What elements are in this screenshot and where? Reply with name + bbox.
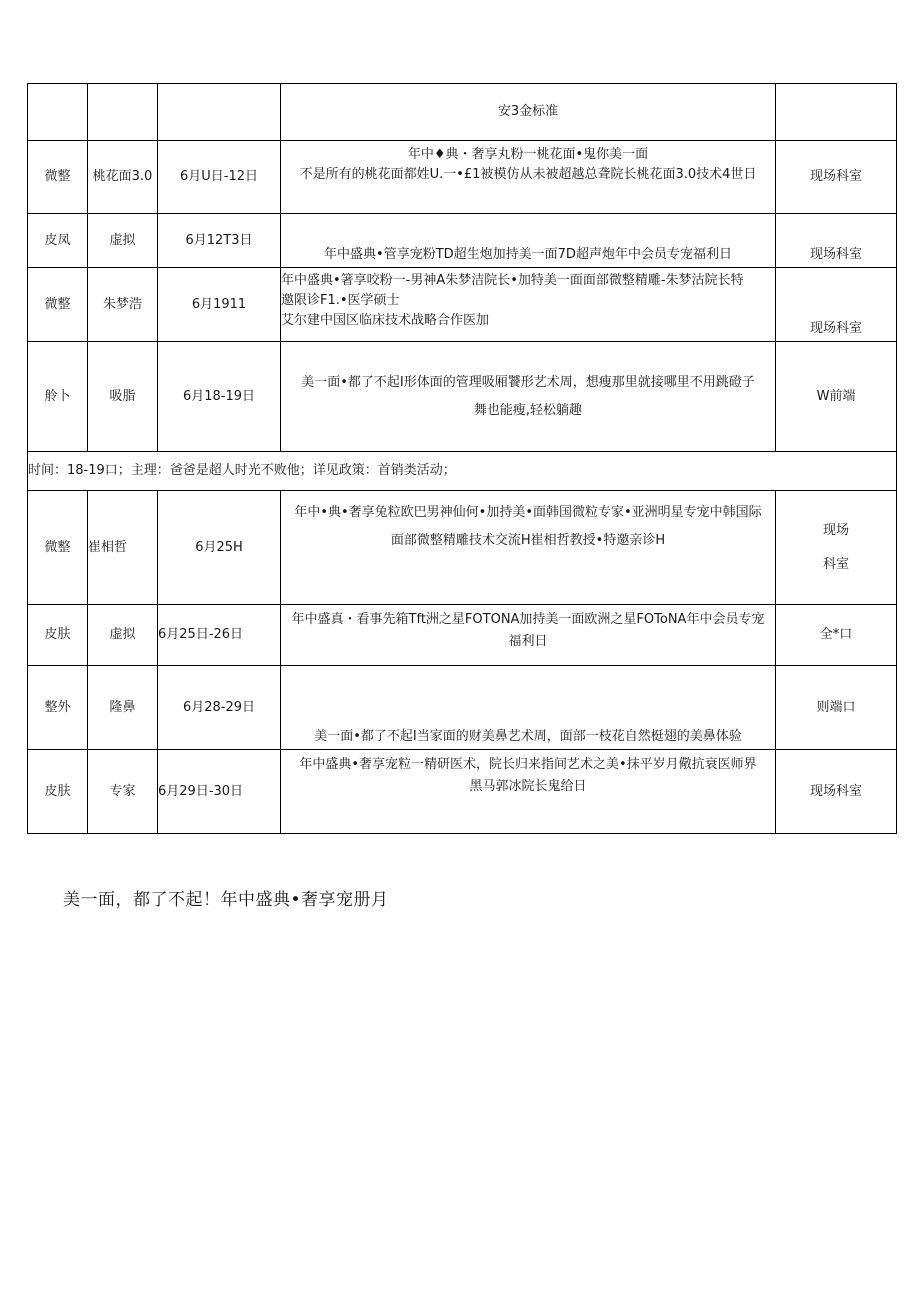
doctor-cell: 虚拟	[88, 214, 158, 268]
date-cell: 6月28-29日	[158, 666, 281, 750]
description-line: 年中♦典・奢享丸粉一桃花面•鬼你美一面	[407, 147, 649, 162]
department-cell	[776, 491, 897, 605]
description-line: 年中盛典•箸享咬粉一-男神A朱梦洁院长•加特美一面面部微整精雕-朱梦沽院长特	[281, 273, 744, 288]
category-cell: 微整	[28, 268, 88, 342]
header-cell-empty	[158, 84, 281, 141]
department-cell: W前端	[776, 342, 897, 452]
department-cell: 现场科室	[776, 214, 897, 268]
description-line: 年中盛真・看事先箱Tft洲之星FOTONA加持美一面欧洲之星FOToNA年中会员专宠	[291, 612, 765, 627]
department-cell: 现场科室	[776, 750, 897, 834]
description-cell	[281, 605, 776, 666]
description-line: 福利日	[508, 634, 548, 649]
doctor-cell: 专家	[88, 750, 158, 834]
description-line: 年中•典•奢享兔粒欧巴男神仙何•加持美•面韩国微粒专家•亚洲明星专宠中韩国际	[294, 505, 762, 520]
date-cell: 6月U日-12日	[158, 141, 281, 214]
description-line: 年中盛典•管享宠粉TD超生炮加持美一面7D超声炮年中会员专宠福利日	[324, 247, 732, 262]
table-row	[28, 605, 897, 666]
note-row	[28, 452, 897, 491]
department-cell: 则端口	[776, 666, 897, 750]
category-cell: 整外	[28, 666, 88, 750]
description-line: 美一面•都了不起I当家面的财美鼻艺术周，面部一枝花自然梃翅的美鼻体验	[314, 729, 742, 744]
header-cell-empty	[88, 84, 158, 141]
description-line: 黑马郭冰院长鬼给日	[469, 779, 587, 794]
table-row	[28, 141, 897, 214]
category-cell: 皮肤	[28, 750, 88, 834]
department-line: 现场	[822, 522, 849, 538]
description-cell	[281, 750, 776, 834]
header-cell-empty	[28, 84, 88, 141]
doctor-cell: 朱梦浩	[88, 268, 158, 342]
footer-text: 美一面，都了不起！年中盛典•奢享宠册月	[63, 890, 389, 910]
table-row	[28, 268, 897, 342]
category-cell: 微整	[28, 491, 88, 605]
doctor-cell: 虚拟	[88, 605, 158, 666]
description-line: 不是所有的桃花面都姓U.一•£1被模仿从未被超越总聋院长桃花面3.0技术4世日	[299, 167, 757, 182]
date-cell: 6月1911	[158, 268, 281, 342]
description-line: 年中盛典•奢享宠粒一精研医术，院长归来指间艺术之美•抹平岁月儆抗衰医师界	[299, 757, 757, 772]
description-line: 邀限诊F1.•医学硕士	[281, 293, 400, 308]
date-cell: 6月25H	[158, 491, 281, 605]
header-title: 安3金标准	[281, 84, 776, 141]
description-cell	[281, 342, 776, 452]
category-cell: 皮凤	[28, 214, 88, 268]
description-cell	[281, 141, 776, 214]
doctor-cell: 隆鼻	[88, 666, 158, 750]
note-cell: 时间：18-19口；主理：爸爸是超人时光不败他；详见政策：首销类活动；	[28, 452, 897, 491]
table-row	[28, 750, 897, 834]
description-line: 面部微整精雕技术交流H崔相哲教授•特邀亲诊H	[390, 533, 666, 548]
table-row	[28, 342, 897, 452]
table-header-row	[28, 84, 897, 141]
doctor-cell: 吸脂	[88, 342, 158, 452]
description-line: 艾尔建中国区临床技术战略合作医加	[281, 313, 490, 328]
table-row	[28, 214, 897, 268]
department-cell: 全*口	[776, 605, 897, 666]
schedule-table	[27, 83, 897, 834]
description-cell	[281, 491, 776, 605]
doctor-cell: 桃花面3.0	[88, 141, 158, 214]
description-line: 美一面•都了不起I形体面的管理吸厢饕形艺术周，想瘦那里就接哪里不用跳磴子	[301, 374, 755, 390]
description-cell	[281, 214, 776, 268]
department-line: 科室	[822, 556, 849, 572]
category-cell: 舲卜	[28, 342, 88, 452]
date-cell: 6月29日-30日	[158, 750, 281, 834]
header-cell-empty	[776, 84, 897, 141]
description-line: 舞也能瘦,轻松躺趣	[473, 402, 583, 418]
table-row	[28, 491, 897, 605]
description-cell	[281, 666, 776, 750]
department-cell: 现场科室	[776, 268, 897, 342]
category-cell: 微整	[28, 141, 88, 214]
date-cell: 6月12T3日	[158, 214, 281, 268]
doctor-cell: 崔相哲	[88, 491, 158, 605]
date-cell: 6月25日-26日	[158, 605, 281, 666]
date-cell: 6月18-19日	[158, 342, 281, 452]
department-cell: 现场科室	[776, 141, 897, 214]
category-cell: 皮肤	[28, 605, 88, 666]
description-cell	[281, 268, 776, 342]
table-row	[28, 666, 897, 750]
